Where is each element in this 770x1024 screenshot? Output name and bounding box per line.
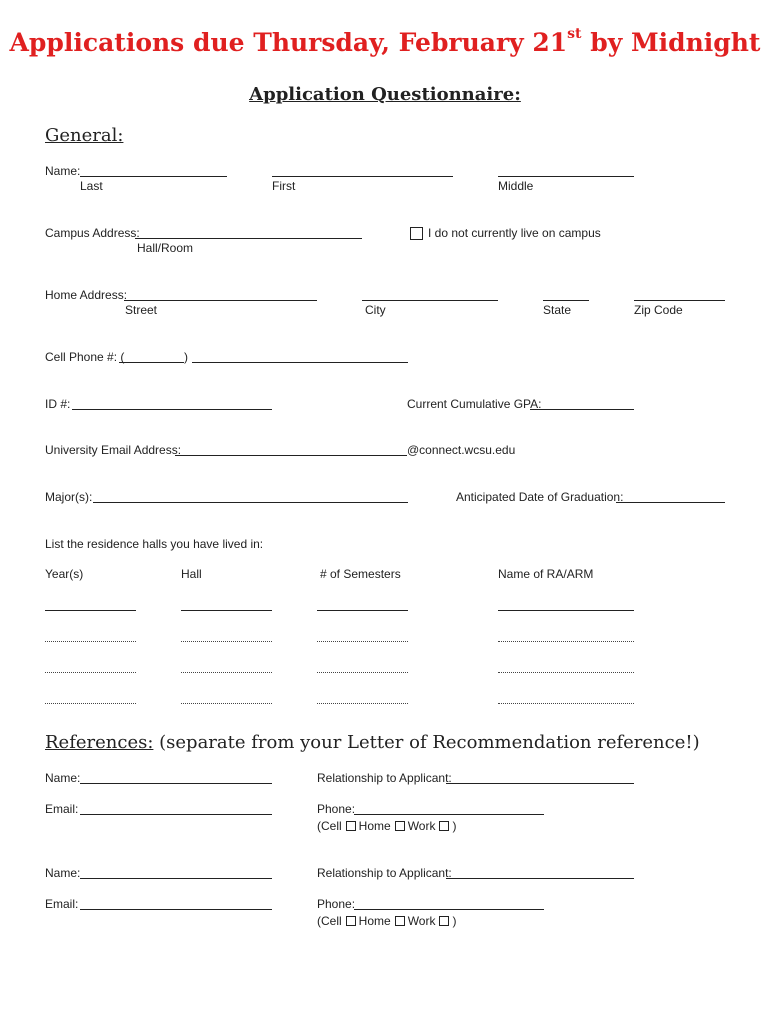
last-name-caption: Last [80, 179, 103, 193]
state-caption: State [543, 303, 572, 317]
state-field[interactable] [543, 300, 589, 301]
hall-row-1-years-field[interactable] [45, 610, 136, 611]
graduation-date-label: Anticipated Date of Graduation: [456, 490, 624, 504]
page-title [0, 28, 770, 57]
halls-column-ra-arm: Name of RA/ARM [498, 567, 594, 581]
off-campus-checkbox[interactable] [410, 227, 423, 240]
ref1-relationship-label: Relationship to Applicant: [317, 771, 452, 785]
ref1-phone-field[interactable] [354, 814, 544, 815]
references-heading-text: References: [45, 732, 154, 753]
ref1-phone-type [317, 819, 456, 833]
halls-column-semesters: # of Semesters [320, 567, 401, 581]
phone-type-work-label: Work [407, 914, 436, 928]
ref2-work-checkbox[interactable] [439, 916, 449, 926]
general-heading-text: General: [45, 125, 124, 146]
zip-code-caption: Zip Code [634, 303, 683, 317]
ref2-phone-field[interactable] [354, 909, 544, 910]
title-text: Applications due Thursday, February 21 [9, 28, 568, 57]
title-superscript: st [567, 26, 582, 42]
ref2-cell-checkbox[interactable] [346, 916, 356, 926]
middle-name-field[interactable] [498, 176, 634, 177]
ref1-relationship-field[interactable] [446, 783, 634, 784]
hall-row-4-semesters-field[interactable] [317, 703, 408, 704]
hall-row-3-semesters-field[interactable] [317, 672, 408, 673]
hall-row-4-years-field[interactable] [45, 703, 136, 704]
hall-row-4-hall-field[interactable] [181, 703, 272, 704]
hall-row-1-semesters-field[interactable] [317, 610, 408, 611]
ref2-phone-type [317, 914, 456, 928]
id-label: ID #: [45, 397, 71, 411]
halls-column-hall: Hall [181, 567, 202, 581]
hall-row-2-hall-field[interactable] [181, 641, 272, 642]
off-campus-checkbox-label: I do not currently live on campus [428, 226, 601, 240]
city-field[interactable] [362, 300, 498, 301]
ref1-work-checkbox[interactable] [439, 821, 449, 831]
references-heading-note: (separate from your Letter of Recommendation reference!) [153, 732, 700, 753]
ref1-home-checkbox[interactable] [395, 821, 405, 831]
phone-type-close: ) [452, 819, 457, 833]
university-email-label: University Email Address: [45, 443, 182, 457]
city-caption: City [365, 303, 386, 317]
ref1-phone-label: Phone: [317, 802, 356, 816]
university-email-field[interactable] [175, 455, 407, 456]
ref2-email-field[interactable] [80, 909, 272, 910]
graduation-date-field[interactable] [616, 502, 725, 503]
ref2-relationship-label: Relationship to Applicant: [317, 866, 452, 880]
ref1-name-field[interactable] [80, 783, 272, 784]
home-address-label: Home Address: [45, 288, 128, 302]
ref1-email-label: Email: [45, 802, 79, 816]
campus-address-caption: Hall/Room [137, 241, 194, 255]
street-field[interactable] [124, 300, 317, 301]
ref2-relationship-field[interactable] [446, 878, 634, 879]
ref1-email-field[interactable] [80, 814, 272, 815]
phone-type-work-label: Work [407, 819, 436, 833]
phone-type-home-label: Home [358, 914, 391, 928]
hall-row-2-semesters-field[interactable] [317, 641, 408, 642]
phone-type-home-label: Home [358, 819, 391, 833]
ref1-cell-checkbox[interactable] [346, 821, 356, 831]
ref2-email-label: Email: [45, 897, 79, 911]
area-code-field[interactable] [119, 362, 184, 363]
middle-name-caption: Middle [498, 179, 534, 193]
ref2-home-checkbox[interactable] [395, 916, 405, 926]
halls-column-years: Year(s) [45, 567, 84, 581]
phone-type-close: ) [452, 914, 457, 928]
ref2-name-field[interactable] [80, 878, 272, 879]
hall-row-1-ra-field[interactable] [498, 610, 634, 611]
street-caption: Street [125, 303, 158, 317]
first-name-field[interactable] [272, 176, 453, 177]
residence-halls-intro: List the residence halls you have lived in: [45, 537, 264, 551]
gpa-field[interactable] [530, 409, 634, 410]
campus-address-label: Campus Address: [45, 226, 140, 240]
ref2-phone-label: Phone: [317, 897, 356, 911]
hall-row-3-ra-field[interactable] [498, 672, 634, 673]
ref2-name-label: Name: [45, 866, 81, 880]
cell-phone-field[interactable] [192, 362, 408, 363]
major-label: Major(s): [45, 490, 93, 504]
campus-address-field[interactable] [135, 238, 362, 239]
name-label: Name: [45, 164, 81, 178]
hall-row-1-hall-field[interactable] [181, 610, 272, 611]
references-heading [45, 732, 700, 753]
last-name-field[interactable] [80, 176, 227, 177]
first-name-caption: First [272, 179, 296, 193]
title-end-text: by Midnight [581, 28, 761, 57]
ref1-name-label: Name: [45, 771, 81, 785]
hall-row-2-ra-field[interactable] [498, 641, 634, 642]
email-domain: @connect.wcsu.edu [407, 443, 516, 457]
hall-row-2-years-field[interactable] [45, 641, 136, 642]
phone-type-cell-label: (Cell [317, 819, 342, 833]
id-field[interactable] [72, 409, 272, 410]
major-field[interactable] [93, 502, 408, 503]
cell-phone-label: Cell Phone #: ( [45, 350, 125, 364]
phone-type-cell-label: (Cell [317, 914, 342, 928]
zip-code-field[interactable] [634, 300, 725, 301]
hall-row-3-hall-field[interactable] [181, 672, 272, 673]
cell-phone-paren: ) [184, 350, 188, 364]
questionnaire-heading: Application Questionnaire: [249, 84, 521, 105]
hall-row-3-years-field[interactable] [45, 672, 136, 673]
gpa-label: Current Cumulative GPA: [407, 397, 542, 411]
general-heading [45, 125, 123, 146]
hall-row-4-ra-field[interactable] [498, 703, 634, 704]
